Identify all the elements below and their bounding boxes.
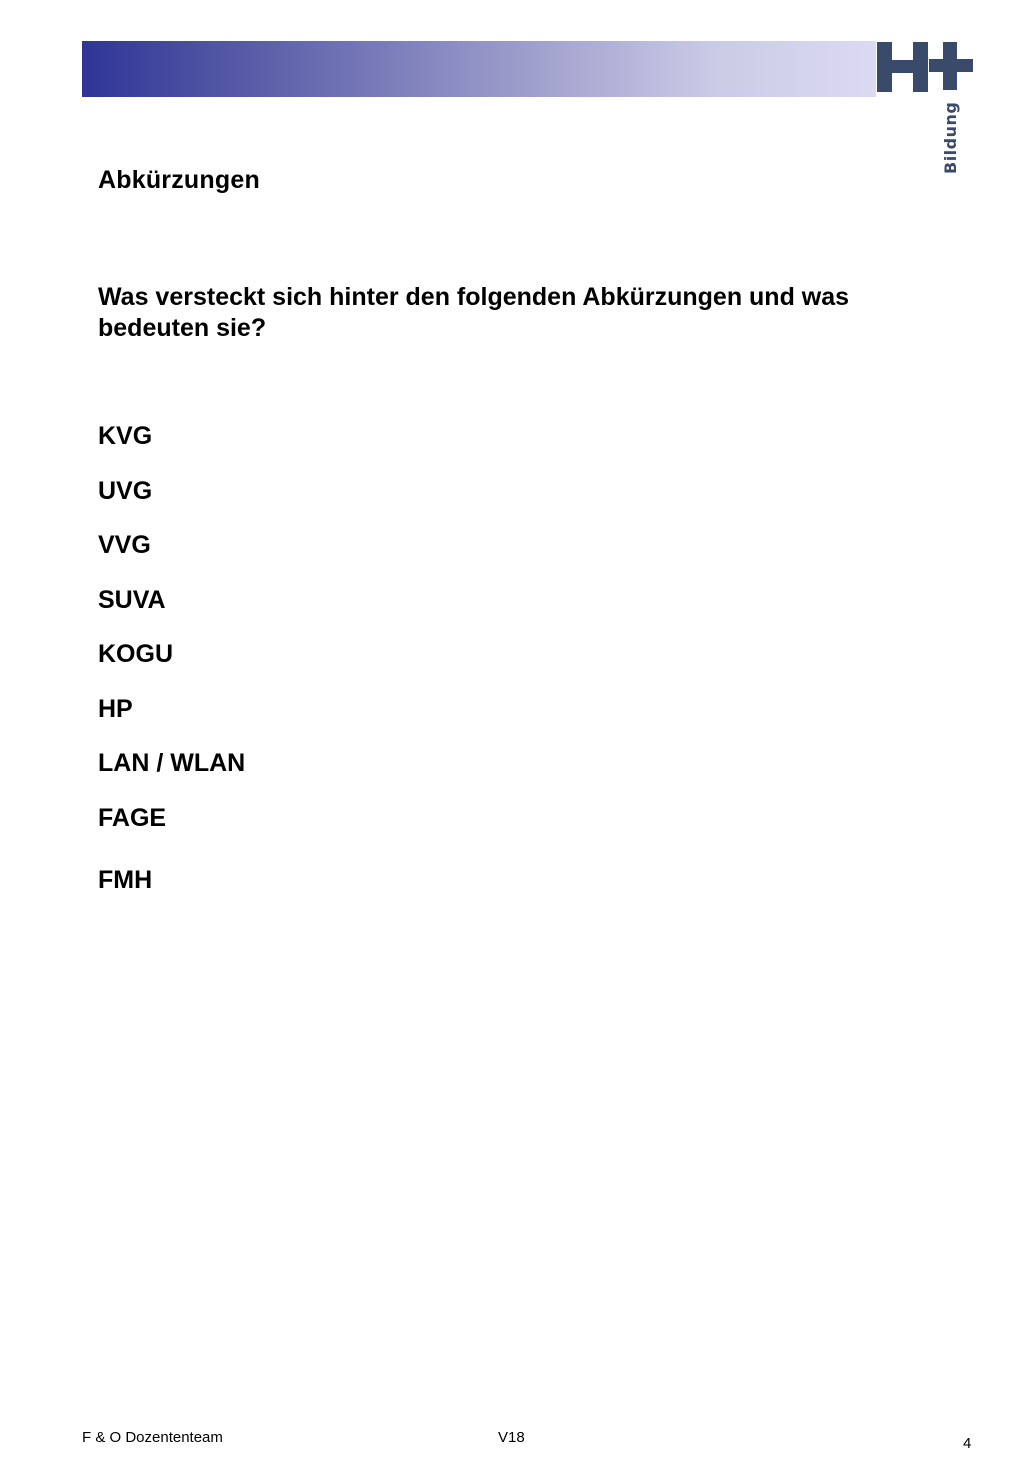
footer-author: F & O Dozententeam: [82, 1429, 223, 1446]
page-title: Abkürzungen: [98, 166, 260, 194]
abbreviation-item: FAGE: [98, 804, 167, 832]
footer-version: V18: [498, 1429, 525, 1446]
page-number: 4: [963, 1435, 972, 1452]
abbreviation-item: KOGU: [98, 640, 173, 668]
abbreviation-item: UVG: [98, 477, 153, 505]
header-gradient-bar: [82, 41, 876, 97]
question-text: Was versteckt sich hinter den folgenden Abkürzungen und was bedeuten sie?: [98, 283, 850, 342]
abbreviation-item: HP: [98, 695, 133, 723]
abbreviation-item: KVG: [98, 422, 153, 450]
hplus-bildung-logo: [874, 40, 978, 180]
abbreviation-item: LAN / WLAN: [98, 749, 246, 777]
abbreviation-item: FMH: [98, 866, 153, 894]
svg-text:Bildung: Bildung: [941, 101, 960, 174]
abbreviation-item: VVG: [98, 531, 151, 559]
abbreviation-item: SUVA: [98, 586, 166, 614]
